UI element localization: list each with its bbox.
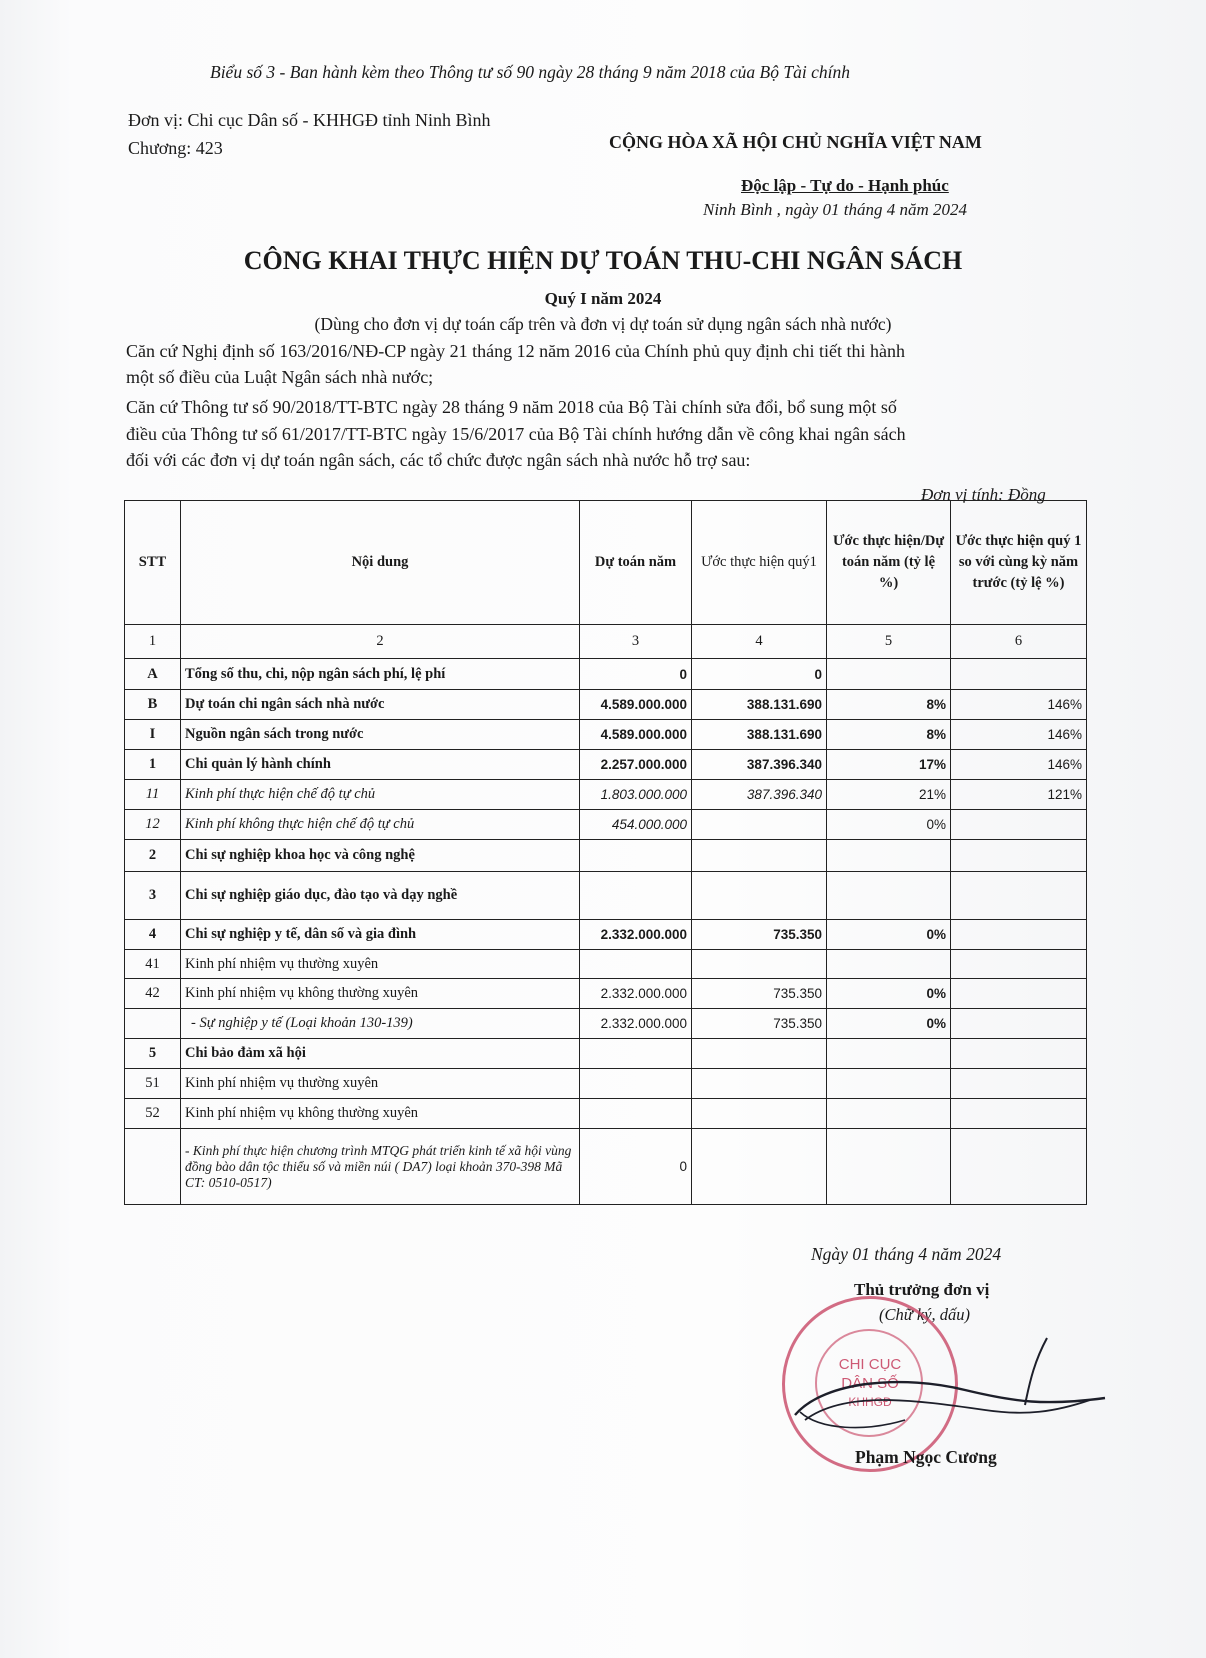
row-ratio-same-period [951, 659, 1087, 690]
row-annual-estimate: 2.332.000.000 [580, 979, 692, 1009]
row-ratio-same-period [951, 840, 1087, 872]
table-row [125, 840, 1087, 872]
place-date: Ninh Bình , ngày 01 tháng 4 năm 2024 [703, 200, 967, 219]
row-annual-estimate: 2.257.000.000 [580, 750, 692, 780]
header-q1-estimate: Ước thực hiện quý1 [692, 501, 827, 625]
row-q1-estimate [692, 810, 827, 840]
row-annual-estimate: 2.332.000.000 [580, 920, 692, 950]
table-row [125, 1129, 1087, 1205]
row-annual-estimate: 454.000.000 [580, 810, 692, 840]
row-ratio-same-period [951, 950, 1087, 979]
row-stt: 12 [125, 810, 181, 840]
table-header-row [125, 501, 1087, 625]
handwritten-signature [785, 1320, 1115, 1440]
row-ratio-annual: 8% [827, 690, 951, 720]
signature-date: Ngày 01 tháng 4 năm 2024 [811, 1244, 1002, 1264]
row-q1-estimate [692, 872, 827, 920]
column-number: 6 [951, 625, 1087, 659]
row-stt: I [125, 720, 181, 750]
signature-instruction: (Chữ ký, dấu) [879, 1305, 971, 1324]
row-content: Nguồn ngân sách trong nước [181, 720, 580, 750]
row-ratio-annual [827, 1099, 951, 1129]
basis-decree-line1: Căn cứ Nghị định số 163/2016/NĐ-CP ngày 21 tháng 12 năm 2016 của Chính phủ quy định chi tiết thi hành [126, 341, 906, 361]
row-content: Tổng số thu, chi, nộp ngân sách phí, lệ phí [181, 659, 580, 690]
row-annual-estimate [580, 1039, 692, 1069]
row-stt: 4 [125, 920, 181, 950]
row-stt: A [125, 659, 181, 690]
row-ratio-annual [827, 840, 951, 872]
row-q1-estimate: 735.350 [692, 920, 827, 950]
row-stt: B [125, 690, 181, 720]
row-ratio-annual: 0% [827, 979, 951, 1009]
row-content: - Sự nghiệp y tế (Loại khoản 130-139) [181, 1009, 580, 1039]
row-ratio-annual [827, 1069, 951, 1099]
chapter-code: Chương: 423 [128, 138, 223, 158]
column-number: 5 [827, 625, 951, 659]
basis-circular-line3: đối với các đơn vị dự toán ngân sách, các tổ chức được ngân sách nhà nước hỗ trợ sau: [126, 450, 751, 470]
row-annual-estimate: 2.332.000.000 [580, 1009, 692, 1039]
column-number-row [125, 625, 1087, 659]
usage-note: (Dùng cho đơn vị dự toán cấp trên và đơn vị dự toán sử dụng ngân sách nhà nước) [314, 314, 892, 334]
nation-header: CỘNG HÒA XÃ HỘI CHỦ NGHĨA VIỆT NAM [609, 132, 982, 152]
row-content: Chi quản lý hành chính [181, 750, 580, 780]
row-content: Chi sự nghiệp giáo dục, đào tạo và dạy nghề [181, 872, 580, 920]
table-row [125, 659, 1087, 690]
row-ratio-same-period: 146% [951, 720, 1087, 750]
table-row [125, 1069, 1087, 1099]
row-annual-estimate: 0 [580, 659, 692, 690]
row-stt [125, 1129, 181, 1205]
row-q1-estimate [692, 840, 827, 872]
row-annual-estimate: 4.589.000.000 [580, 690, 692, 720]
row-q1-estimate: 388.131.690 [692, 690, 827, 720]
row-ratio-same-period [951, 1129, 1087, 1205]
header-content: Nội dung [181, 501, 580, 625]
table-row [125, 690, 1087, 720]
row-q1-estimate: 387.396.340 [692, 750, 827, 780]
row-ratio-annual: 0% [827, 1009, 951, 1039]
row-stt: 5 [125, 1039, 181, 1069]
budget-table [124, 500, 1087, 1205]
table-row [125, 979, 1087, 1009]
header-ratio-annual: Ước thực hiện/Dự toán năm (tỷ lệ %) [827, 501, 951, 625]
row-q1-estimate [692, 1069, 827, 1099]
unit-name: Đơn vị: Chi cục Dân số - KHHGĐ tỉnh Ninh Bình [128, 110, 491, 130]
row-ratio-annual [827, 1039, 951, 1069]
row-content: Kinh phí nhiệm vụ thường xuyên [181, 1069, 580, 1099]
row-stt: 1 [125, 750, 181, 780]
row-ratio-same-period [951, 1039, 1087, 1069]
row-annual-estimate: 1.803.000.000 [580, 780, 692, 810]
row-ratio-annual: 17% [827, 750, 951, 780]
row-stt [125, 1009, 181, 1039]
row-annual-estimate [580, 1069, 692, 1099]
row-ratio-annual: 21% [827, 780, 951, 810]
table-row [125, 1099, 1087, 1129]
row-q1-estimate: 388.131.690 [692, 720, 827, 750]
currency-unit: Đơn vị tính: Đồng [921, 485, 1046, 504]
table-row [125, 720, 1087, 750]
signer-name: Phạm Ngọc Cương [855, 1447, 997, 1467]
row-content: Chi sự nghiệp khoa học và công nghệ [181, 840, 580, 872]
basis-decree-line2: một số điều của Luật Ngân sách nhà nước; [126, 367, 434, 387]
row-ratio-annual [827, 659, 951, 690]
row-content: Chi sự nghiệp y tế, dân số và gia đình [181, 920, 580, 950]
table-row [125, 1039, 1087, 1069]
row-q1-estimate: 0 [692, 659, 827, 690]
row-content: Kinh phí nhiệm vụ thường xuyên [181, 950, 580, 979]
row-ratio-annual: 8% [827, 720, 951, 750]
row-stt: 2 [125, 840, 181, 872]
form-reference: Biểu số 3 - Ban hành kèm theo Thông tư số 90 ngày 28 tháng 9 năm 2018 của Bộ Tài chính [210, 62, 850, 82]
row-ratio-same-period [951, 1099, 1087, 1129]
row-content: Kinh phí nhiệm vụ không thường xuyên [181, 979, 580, 1009]
table-row [125, 920, 1087, 950]
table-row [125, 1009, 1087, 1039]
row-ratio-same-period [951, 1009, 1087, 1039]
row-stt: 52 [125, 1099, 181, 1129]
row-content: Kinh phí không thực hiện chế độ tự chủ [181, 810, 580, 840]
row-stt: 42 [125, 979, 181, 1009]
column-number: 3 [580, 625, 692, 659]
row-ratio-annual: 0% [827, 810, 951, 840]
table-row [125, 950, 1087, 979]
column-number: 4 [692, 625, 827, 659]
row-ratio-annual [827, 1129, 951, 1205]
row-ratio-same-period: 121% [951, 780, 1087, 810]
row-annual-estimate [580, 872, 692, 920]
official-seal: CHI CỤC DÂN SỐ KHHGĐ [782, 1296, 958, 1472]
row-ratio-same-period: 146% [951, 690, 1087, 720]
period: Quý I năm 2024 [544, 289, 662, 308]
row-q1-estimate [692, 1099, 827, 1129]
motto: Độc lập - Tự do - Hạnh phúc [741, 176, 949, 195]
table-row [125, 872, 1087, 920]
row-q1-estimate: 735.350 [692, 979, 827, 1009]
row-ratio-same-period [951, 1069, 1087, 1099]
row-annual-estimate: 0 [580, 1129, 692, 1205]
basis-circular-line1: Căn cứ Thông tư số 90/2018/TT-BTC ngày 28 tháng 9 năm 2018 của Bộ Tài chính sửa đổi, bổ sung một số [126, 397, 897, 417]
column-number: 2 [181, 625, 580, 659]
row-ratio-same-period: 146% [951, 750, 1087, 780]
row-q1-estimate [692, 1129, 827, 1205]
row-q1-estimate: 735.350 [692, 1009, 827, 1039]
table-row [125, 780, 1087, 810]
row-annual-estimate [580, 840, 692, 872]
row-ratio-annual [827, 950, 951, 979]
row-annual-estimate: 4.589.000.000 [580, 720, 692, 750]
table-row [125, 810, 1087, 840]
table-row [125, 750, 1087, 780]
row-ratio-same-period [951, 979, 1087, 1009]
row-content: Kinh phí nhiệm vụ không thường xuyên [181, 1099, 580, 1129]
row-content: - Kinh phí thực hiện chương trình MTQG phát triển kinh tế xã hội vùng đồng bào dân tộc thiểu số và miền núi ( DA7) loại khoản 370-398 Mã CT: 0510-0517) [181, 1129, 580, 1205]
row-q1-estimate [692, 1039, 827, 1069]
row-ratio-annual [827, 872, 951, 920]
row-content: Dự toán chi ngân sách nhà nước [181, 690, 580, 720]
row-content: Kinh phí thực hiện chế độ tự chủ [181, 780, 580, 810]
header-ratio-same-period: Ước thực hiện quý 1 so với cùng kỳ năm trước (tỷ lệ %) [951, 501, 1087, 625]
row-q1-estimate [692, 950, 827, 979]
row-ratio-annual: 0% [827, 920, 951, 950]
header-stt: STT [125, 501, 181, 625]
row-ratio-same-period [951, 872, 1087, 920]
signature-role: Thủ trưởng đơn vị [854, 1280, 990, 1299]
row-stt: 51 [125, 1069, 181, 1099]
column-number: 1 [125, 625, 181, 659]
basis-circular-line2: điều của Thông tư số 61/2017/TT-BTC ngày 15/6/2017 của Bộ Tài chính hướng dẫn về công khai ngân sách [126, 424, 906, 444]
document-title: CÔNG KHAI THỰC HIỆN DỰ TOÁN THU-CHI NGÂN SÁCH [243, 246, 963, 275]
row-ratio-same-period [951, 810, 1087, 840]
row-annual-estimate [580, 1099, 692, 1129]
row-content: Chi bảo đảm xã hội [181, 1039, 580, 1069]
row-stt: 41 [125, 950, 181, 979]
row-stt: 3 [125, 872, 181, 920]
row-q1-estimate: 387.396.340 [692, 780, 827, 810]
row-annual-estimate [580, 950, 692, 979]
header-annual-estimate: Dự toán năm [580, 501, 692, 625]
row-stt: 11 [125, 780, 181, 810]
row-ratio-same-period [951, 920, 1087, 950]
